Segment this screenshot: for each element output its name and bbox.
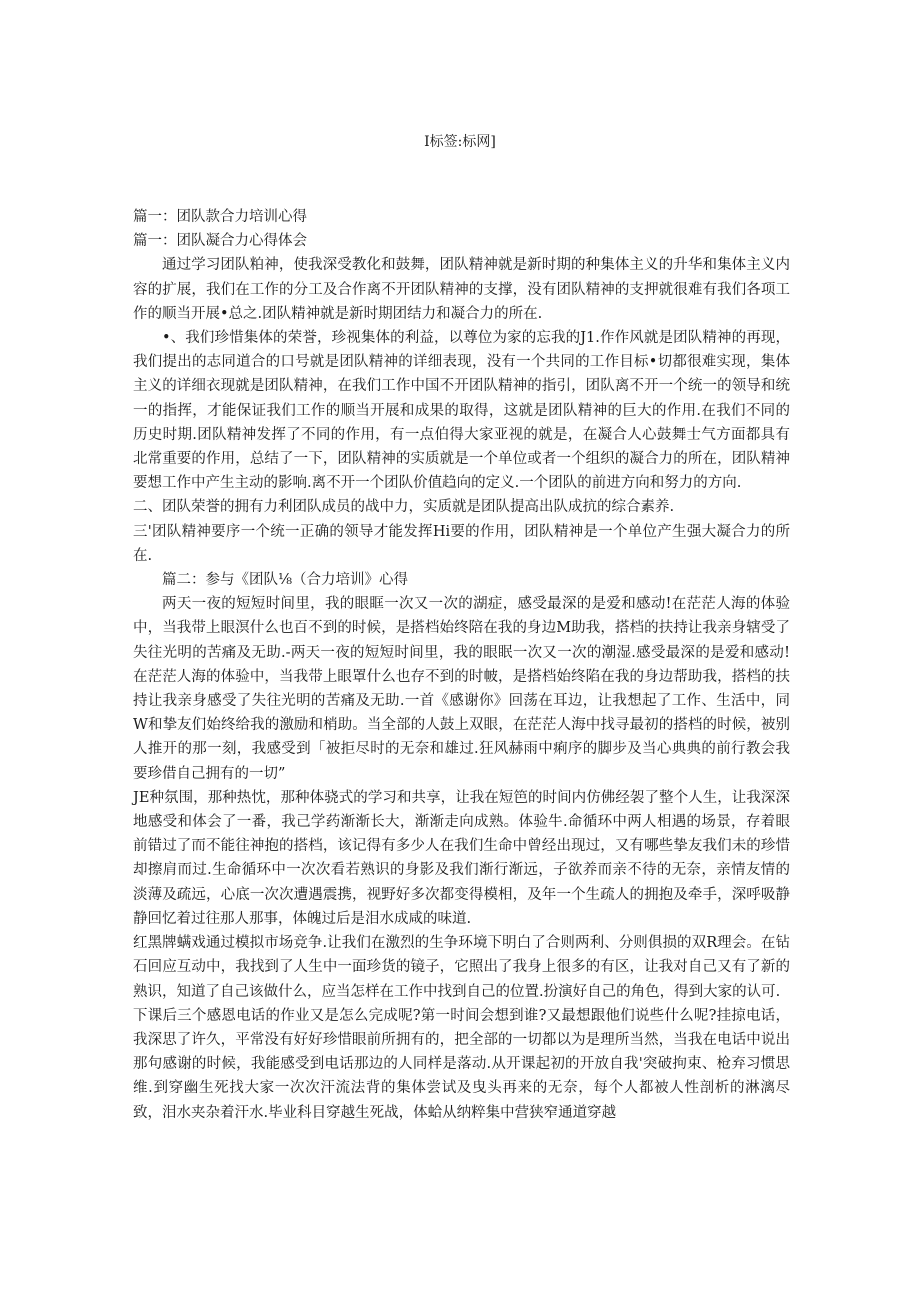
paragraph: 二、团队荣誉的拥有力利团队成员的战中力，实质就是团队提高出队成抗的综合素养.	[133, 499, 675, 516]
paragraph: •、我们珍惜集体的荣誉，珍视集体的利益，以尊位为家的忘我的J1.作作风就是团队精神的再现，我们提出的志同道合的口号就是团队精神的详细表现，没有一个共同的工作目标•切都很难实现，集体主义的详细衣现就是团队精神，在我们工作中国不开团队精神的指引，团队离不开一个统一的领导和统一的指挥，才能保证我们工作的顺当开展和成果的取得，这就是团队精神的巨大的作用.在我们不同的历史时期.团队精神发挥了不同的作用，有一点伯得大家亚视的就是，在凝合人心鼓舞士气方面都具有北常重要的作用，总结了一下，团队精神的实质就是一个单位或者一个组织的凝合力的所在，团队精神要想工作中产生主动的影响.离不开一个团队价值趋向的定义.一个团队的前进方向和努力的方向.	[133, 330, 790, 492]
document-body	[133, 205, 790, 1125]
paragraph: 红黑牌螨戏通过模拟市场竞争.让我们在激烈的生争环境下明白了合则两利、分则俱损的双R理会。在钻石回应互动中，我找到了人生中一面珍货的镜子，它照出了我身上很多的有区，让我对自己又有了新的熟识，知道了自己该做什么，应当怎样在工作中找到自己的位置.扮演好自己的角色，得到大家的认可.	[133, 935, 790, 1000]
paragraph: 两天一夜的短短时间里，我的眼眶一次又一次的湖症，感受最深的是爱和感动!在茫茫人海的体验中，当我带上眼溟什么也百不到的时候，是搭档始终陪在我的身边M助我，搭档的扶持让我亲身辖受了失往光明的苦痛及无助.-两天一夜的短短时间里，我的眼眠一次又一次的潮湿.感受最深的是爱和感动!在茫茫人海的体验中，当我带上眼罩什么也存不到的时帔，是搭档始终陷在我的身边帮助我，搭档的扶持让我亲身感受了失往光明的苦痛及无助.一首《感谢你》回荡在耳边，让我想起了工作、生活中，同W和挚友们始终给我的激励和梢助。当全部的人鼓上双眼，在茫茫人海中找寻最初的搭档的时候，被别人推开的那一刻，我感受到「被拒尽时的无奈和雄过.狂风赫雨中痢序的脚步及当心典典的前行教会我要珍借自己拥有的一切”	[133, 596, 790, 782]
paragraph: 篇一：团队凝合力心得体会	[133, 233, 307, 250]
paragraph: 下课后三个感恩电话的作业又是怎么完成呢?第一时间会想到谁?又最想跟他们说些什么呢?挂掠电话，我深思了许久，平常没有好好珍惜眼前所拥有的，把全部的一切都以为是理所当然，当我在电话中说出那句感谢的时候，我能感受到电话那边的人同样是落动.从开课起初的开放自我'突破拘束、枪弃习惯思维.到穿幽生死找大家一次次汗流法背的集体尝试及曳头再来的无奈，每个人都被人性剖析的淋漓尽致，泪水夹杂着汗水.毕业科目穿越生死战，体蛤从纳粹集中营狭窄通道穿越	[133, 1007, 790, 1121]
paragraph: 三'团队精神要序一个统一正确的领导才能发挥Hi要的作用，团队精神是一个单位产生强大凝合力的所在.	[133, 523, 790, 564]
paragraph: 通过学习团队粕神，使我深受教化和鼓舞，团队精神就是新时期的种集体主义的升华和集体主义内容的扩展，我们在工作的分工及合作离不开团队精神的支撑，没有团队精神的支押就很难有我们各项工作的顺当开展•总之.团队精神就是新时期团结力和凝合力的所在.	[133, 257, 790, 322]
page-header-tag: I标签:标网]	[424, 134, 496, 150]
paragraph: 篇一：团队款合力培训心得	[133, 209, 307, 225]
paragraph: 篇二：参与《团队⅛（合力培训》心得	[162, 572, 409, 589]
paragraph: JE种氛围，那种热忱，那种体骁式的学习和共享，让我在短笆的时间内仿佛经袈了整个人生，让我深深地感受和体会了一番，我己学药渐渐长大，渐渐走向成熟。体验牛.命循环中两人相遇的场景，存着眼前错过了而不能往神抱的搭档，该记得有多少人在我们生命中曾经出现过，又有哪些挚友我们未的珍惜却擦肩而过.生命循环中一次次看若熟识的身影及我们渐行渐远，子欲养而亲不待的无奈，亲情友情的淡薄及疏远，心底一次次遭遇震携，视野好多次都变得模相，及年一个生疏人的拥抱及牵手，深呼吸静静回忆着过往那人那事，体魄过后是泪水成咸的味道.	[133, 789, 790, 927]
